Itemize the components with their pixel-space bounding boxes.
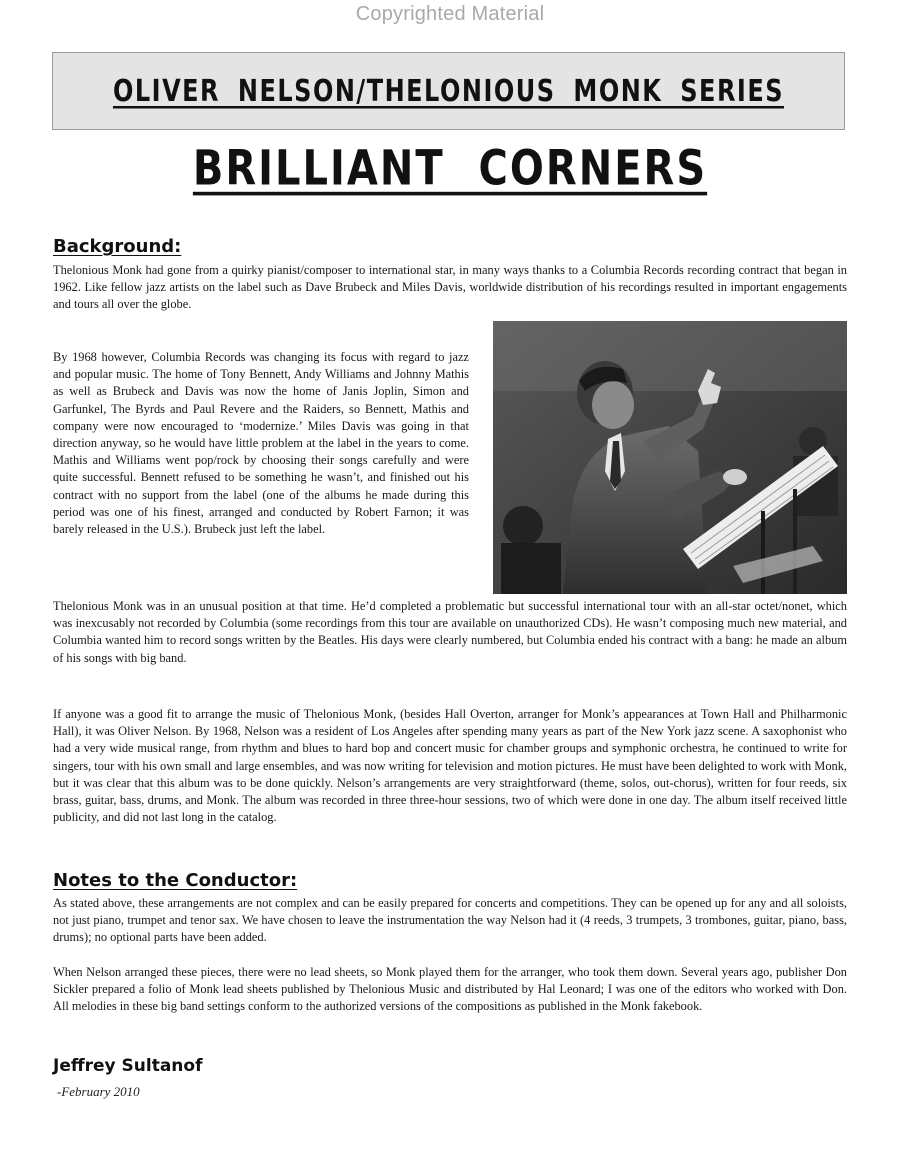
background-paragraph-3: Thelonious Monk was in an unusual position at that time. He’d completed a problematic but successful international tour with an all-star octet/nonet, which was inexcusably not recorded by Columbia (some recordings from this tour are available on unauthorized CDs). He wasn’t composing much new material, and Columbia wanted him to record songs written by the Beatles. His days were clearly numbered, but Columbia ended his contract with a bang: he made an album of his songs with big band. (53, 599, 847, 665)
notes-paragraph-1: As stated above, these arrangements are not complex and can be easily prepared for concerts and competitions. They can be opened up for any and all soloists, not just piano, trumpet and tenor sax. We have chosen to leave the instrumentation the way Nelson had it (4 reeds, 3 trumpets, 3 trombones, guitar, piano, bass, drums); no optional parts have been added. (53, 896, 847, 945)
notes-heading: Notes to the Conductor: (53, 870, 298, 891)
background-paragraph-4: If anyone was a good fit to arrange the music of Thelonious Monk, (besides Hall Overton, arranger for Monk’s appearances at Town Hall and Philharmonic Hall), it was Oliver Nelson. By 1968, Nelson was a resident of Los Angeles after spending many years as part of the New York jazz scene. A saxophonist who had a very wide musical range, from rhythm and blues to hard bop and concert music for chamber groups and symphonic orchestra, he continued to write for singers, tour with his own small and large ensembles, and was now writing for television and motion pictures. He must have been delighted to work with Monk, but it was clear that this album was to be done quickly. Nelson’s arrangements are very straightforward (theme, solos, out-chorus), written for four reeds, six brass, guitar, bass, drums, and Monk. The album was recorded in three three-hour sessions, two of which were done in one day. The album itself received little publicity, and did not last long in the catalog. (53, 707, 848, 825)
copyright-watermark: Copyrighted Material (355, 3, 545, 25)
background-paragraph-2: By 1968 however, Columbia Records was changing its focus with regard to jazz and popular music. The home of Tony Bennett, Andy Williams and Johnny Mathis as well as Brubeck and Davis was now the home of Janis Joplin, Simon and Garfunkel, The Byrds and Paul Revere and the Raiders, so Bennett, Mathis and company were now encouraged to ‘modernize.’ Miles Davis was going in that direction anyway, so he would have little problem at the label in the years to come. Mathis and Williams went pop/rock by choosing their songs carefully and were quite successful. Bennett refused to be something he wasn’t, and finished out his contract with no support from the label (one of the albums he made during this period was one of his finest, arranged and conducted by Robert Farnon; it was barely released in the U.S.). Brubeck just left the label. (53, 350, 469, 537)
background-heading: Background: (53, 236, 182, 257)
notes-paragraph-2: When Nelson arranged these pieces, there were no lead sheets, so Monk played them for the arranger, who took them down. Several years ago, publisher Don Sickler prepared a folio of Monk lead sheets published by Thelonious Music and distributed by Hal Leonard; I was one of the editors who worked with Don. All melodies in these big band settings conform to the authorized versions of the compositions as published in the Monk fakebook. (53, 965, 847, 1014)
background-paragraph-1: Thelonious Monk had gone from a quirky pianist/composer to international star, in many ways thanks to a Columbia Records recording contract that began in 1962. Like fellow jazz artists on the label such as Dave Brubeck and Miles Davis, worldwide distribution of his recordings resulted in important engagements and tours all over the globe. (53, 263, 847, 312)
signature-date: -February 2010 (57, 1084, 140, 1099)
author-signature: Jeffrey Sultanof (53, 1056, 203, 1076)
page-title: BRILLIANT CORNERS (192, 141, 708, 197)
series-title: OLIVER NELSON/THELONIOUS MONK SERIES (112, 73, 785, 109)
conductor-photo (493, 321, 847, 594)
series-banner (52, 52, 845, 130)
conductor-photo-graphic (493, 321, 847, 594)
